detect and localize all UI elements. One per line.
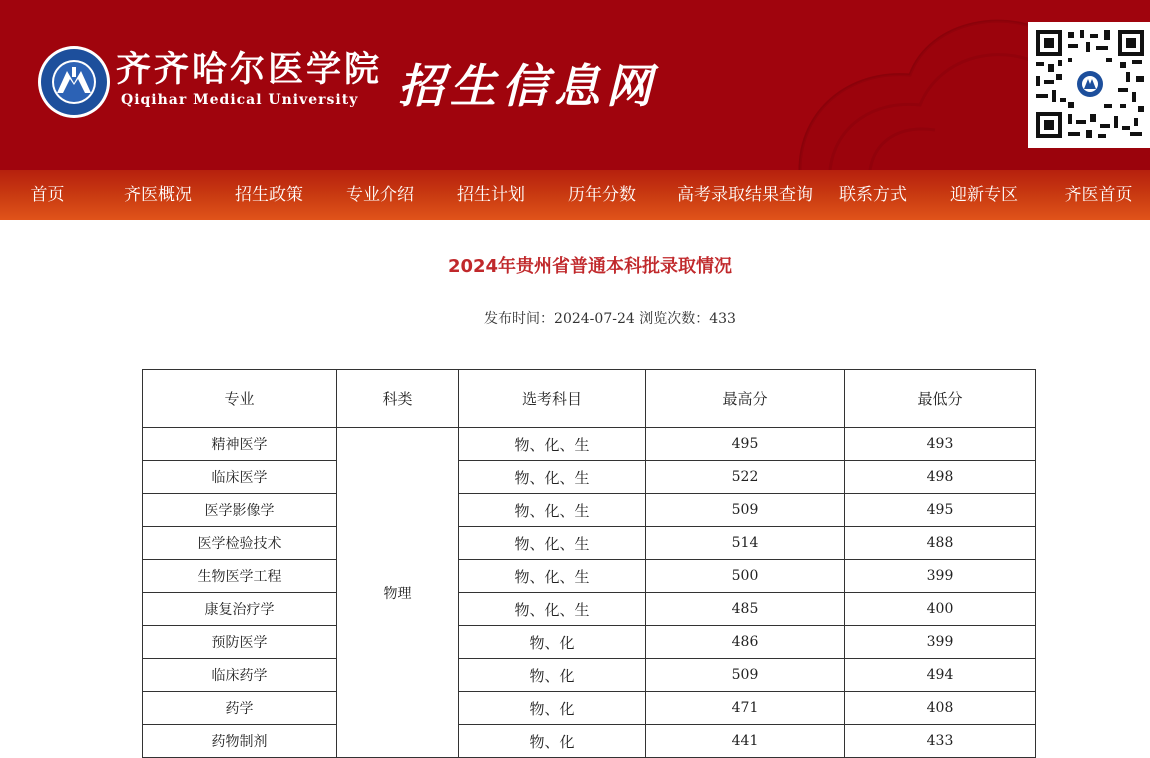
table-row <box>143 659 1036 692</box>
publish-date: 2024-07-24 <box>554 311 635 327</box>
cell-min-score: 494 <box>845 659 1036 692</box>
cell-max-score: 509 <box>646 659 845 692</box>
cell-subjects: 物、化 <box>459 725 646 758</box>
cell-max-score: 509 <box>646 494 845 527</box>
table-row <box>143 725 1036 758</box>
cell-max-score: 486 <box>646 626 845 659</box>
cell-major: 药物制剂 <box>143 725 337 758</box>
cell-min-score: 493 <box>845 428 1036 461</box>
cell-max-score: 522 <box>646 461 845 494</box>
university-seal-icon <box>37 45 111 119</box>
cell-major: 预防医学 <box>143 626 337 659</box>
article-meta <box>0 308 1150 328</box>
university-name-cn: 齐齐哈尔医学院 <box>116 49 383 90</box>
table-row <box>143 593 1036 626</box>
admission-scores-table <box>142 369 1036 758</box>
cell-min-score: 399 <box>845 560 1036 593</box>
cell-major: 药学 <box>143 692 337 725</box>
nav-item-freshmen[interactable]: 迎新专区 <box>950 185 1018 205</box>
cell-major: 临床药学 <box>143 659 337 692</box>
cell-max-score: 514 <box>646 527 845 560</box>
cell-min-score: 495 <box>845 494 1036 527</box>
university-name-en: Qiqihar Medical University <box>121 92 359 108</box>
header-major: 专业 <box>143 370 337 428</box>
cell-subjects: 物、化 <box>459 659 646 692</box>
nav-item-majors[interactable]: 专业介绍 <box>346 185 414 205</box>
header-min-score: 最低分 <box>845 370 1036 428</box>
cell-min-score: 488 <box>845 527 1036 560</box>
cell-subjects: 物、化、生 <box>459 494 646 527</box>
header-category: 科类 <box>337 370 459 428</box>
cell-major: 生物医学工程 <box>143 560 337 593</box>
table-row <box>143 626 1036 659</box>
nav-item-contact[interactable]: 联系方式 <box>839 185 907 205</box>
publish-label: 发布时间： <box>484 311 555 327</box>
cell-min-score: 498 <box>845 461 1036 494</box>
nav-item-overview[interactable]: 齐医概况 <box>124 185 192 205</box>
site-title: 招生信息网 <box>398 59 658 113</box>
table-row <box>143 494 1036 527</box>
cell-subjects: 物、化 <box>459 626 646 659</box>
cell-major: 医学影像学 <box>143 494 337 527</box>
cell-min-score: 433 <box>845 725 1036 758</box>
cell-subjects: 物、化、生 <box>459 461 646 494</box>
cell-max-score: 441 <box>646 725 845 758</box>
site-header <box>0 0 1150 170</box>
cell-min-score: 408 <box>845 692 1036 725</box>
qr-code <box>1028 22 1150 148</box>
nav-item-home[interactable]: 首页 <box>30 185 65 205</box>
cell-max-score: 495 <box>646 428 845 461</box>
cell-max-score: 500 <box>646 560 845 593</box>
table-row <box>143 428 1036 461</box>
cell-max-score: 485 <box>646 593 845 626</box>
table-header-row <box>143 370 1036 428</box>
table-row <box>143 560 1036 593</box>
cell-subjects: 物、化、生 <box>459 428 646 461</box>
cell-subjects: 物、化、生 <box>459 527 646 560</box>
header-max-score: 最高分 <box>646 370 845 428</box>
article-title: 2024年贵州省普通本科批录取情况 <box>447 256 733 277</box>
view-count: 433 <box>709 311 736 327</box>
views-label: 浏览次数： <box>634 311 710 327</box>
nav-item-university-home[interactable]: 齐医首页 <box>1064 185 1133 205</box>
cell-min-score: 400 <box>845 593 1036 626</box>
table-row <box>143 527 1036 560</box>
header-subjects: 选考科目 <box>459 370 646 428</box>
nav-item-policy[interactable]: 招生政策 <box>235 185 303 205</box>
cell-major: 康复治疗学 <box>143 593 337 626</box>
cell-major: 精神医学 <box>143 428 337 461</box>
cell-subjects: 物、化、生 <box>459 593 646 626</box>
table-row <box>143 692 1036 725</box>
cell-subjects: 物、化、生 <box>459 560 646 593</box>
cell-subjects: 物、化 <box>459 692 646 725</box>
cell-category: 物理 <box>337 428 459 758</box>
table-row <box>143 461 1036 494</box>
main-nav <box>0 170 1150 220</box>
cell-min-score: 399 <box>845 626 1036 659</box>
cell-major: 医学检验技术 <box>143 527 337 560</box>
nav-item-scores[interactable]: 历年分数 <box>568 185 636 205</box>
qr-code-icon <box>1034 28 1146 140</box>
nav-item-results-query[interactable]: 高考录取结果查询 <box>677 185 813 205</box>
cell-major: 临床医学 <box>143 461 337 494</box>
nav-item-plan[interactable]: 招生计划 <box>457 185 525 205</box>
cell-max-score: 471 <box>646 692 845 725</box>
